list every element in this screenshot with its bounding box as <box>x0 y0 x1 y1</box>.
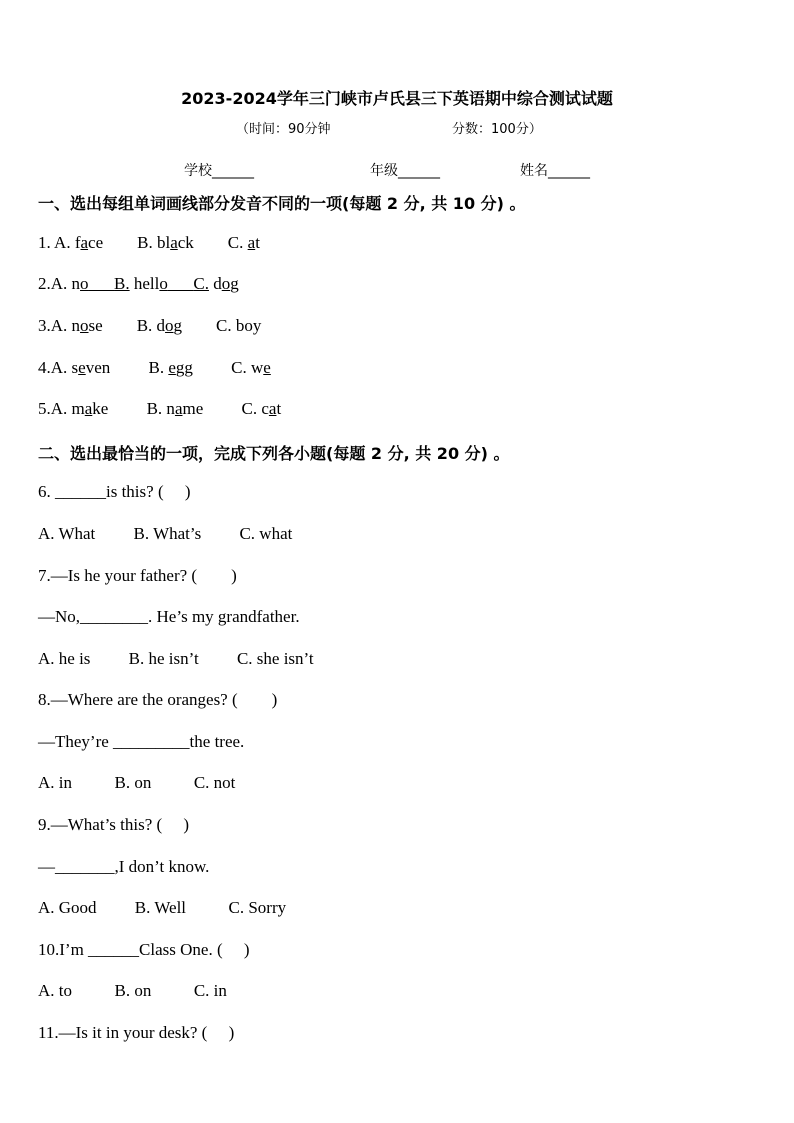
q1-b-rest: ck <box>177 233 194 252</box>
q4-b-pre: B. <box>148 358 169 377</box>
q2-b-underline: o <box>159 274 168 293</box>
q5-a-rest: ke <box>92 399 109 418</box>
q5-c-rest: t <box>276 399 282 418</box>
q5-a-underline: a <box>84 399 93 418</box>
q1-num: 1. A. f <box>38 233 81 252</box>
q2-c-rest: g <box>230 274 239 293</box>
q2-gap1 <box>89 274 115 293</box>
name-field: 姓名______ <box>520 163 590 179</box>
q3-num: 3.A. n <box>38 316 81 335</box>
q4-num: 4.A. s <box>38 358 79 377</box>
q4-c-underline: e <box>263 358 271 377</box>
q7-options: A. he is B. he isn’t C. she isn’t <box>38 649 314 668</box>
grade-field: 年级______ <box>370 163 440 179</box>
section1-heading: 一、选出每组单词画线部分发音不同的一项(每题 2 分, 共 10 分) 。 <box>38 194 526 213</box>
q8-dialogue: —They’re _________the tree. <box>38 732 245 751</box>
q2-c-underline: o <box>221 274 231 293</box>
q4-b-underline: e <box>168 358 176 377</box>
question-1 <box>38 233 260 253</box>
q2-b-mid: hell <box>129 274 160 293</box>
question-2 <box>38 274 239 294</box>
q6-stem: 6. ______is this? ( ) <box>38 482 191 501</box>
q10-options: A. to B. on C. in <box>38 981 227 1000</box>
q5-c-underline: a <box>268 399 277 418</box>
q5-b-pre: B. n <box>146 399 175 418</box>
q8-options: A. in B. on C. not <box>38 773 236 792</box>
q3-a-rest: se <box>88 316 103 335</box>
q3-c-pre: C. boy <box>216 316 262 335</box>
q3-a-underline: o <box>80 316 89 335</box>
q2-b-pre: B. <box>114 274 130 293</box>
q9-stem: 9.—What’s this? ( ) <box>38 815 190 834</box>
q5-num: 5.A. m <box>38 399 85 418</box>
section2-heading: 二、选出最恰当的一项，完成下列各小题(每题 2 分, 共 20 分) 。 <box>38 444 510 463</box>
q8-stem: 8.—Where are the oranges? ( ) <box>38 690 278 709</box>
q2-num: 2.A. n <box>38 274 81 293</box>
q1-c-pre: C. <box>227 233 248 252</box>
q1-b-pre: B. bl <box>137 233 171 252</box>
q2-c-mid: d <box>208 274 222 293</box>
q1-b-underline: a <box>170 233 178 252</box>
q1-a-underline: a <box>80 233 89 252</box>
question-3 <box>38 316 261 336</box>
question-4 <box>38 358 271 378</box>
q11-stem: 11.—Is it in your desk? ( ) <box>38 1023 235 1042</box>
q5-c-pre: C. c <box>241 399 269 418</box>
q4-b-rest: gg <box>175 358 193 377</box>
q2-a-underline: o <box>80 274 89 293</box>
q3-b-rest: g <box>173 316 183 335</box>
q9-dialogue: —_______,I don’t know. <box>38 857 210 876</box>
q2-gap2 <box>168 274 194 293</box>
exam-time: （时间：90分钟 <box>236 122 331 137</box>
page-title: 2023-2024学年三门峡市卢氏县三下英语期中综合测试试题 <box>181 89 613 108</box>
q6-options: A. What B. What’s C. what <box>38 524 293 543</box>
q10-stem: 10.I’m ______Class One. ( ) <box>38 940 250 959</box>
q1-c-underline: a <box>247 233 256 252</box>
q3-b-underline: o <box>165 316 174 335</box>
exam-score: 分数：100分） <box>452 122 542 137</box>
q7-dialogue: —No,________. He’s my grandfather. <box>38 607 300 626</box>
q3-b-pre: B. d <box>136 316 166 335</box>
q1-a-rest: ce <box>88 233 104 252</box>
q4-a-underline: e <box>78 358 86 377</box>
q9-options: A. Good B. Well C. Sorry <box>38 898 287 917</box>
question-5 <box>38 399 281 419</box>
q5-b-rest: me <box>182 399 204 418</box>
q5-b-underline: a <box>174 399 183 418</box>
q2-c-pre: C. <box>193 274 209 293</box>
q4-c-pre: C. w <box>231 358 264 377</box>
school-field: 学校______ <box>184 163 254 179</box>
q7-stem: 7.—Is he your father? ( ) <box>38 566 237 585</box>
q4-a-rest: ven <box>85 358 111 377</box>
q1-c-rest: t <box>255 233 260 252</box>
